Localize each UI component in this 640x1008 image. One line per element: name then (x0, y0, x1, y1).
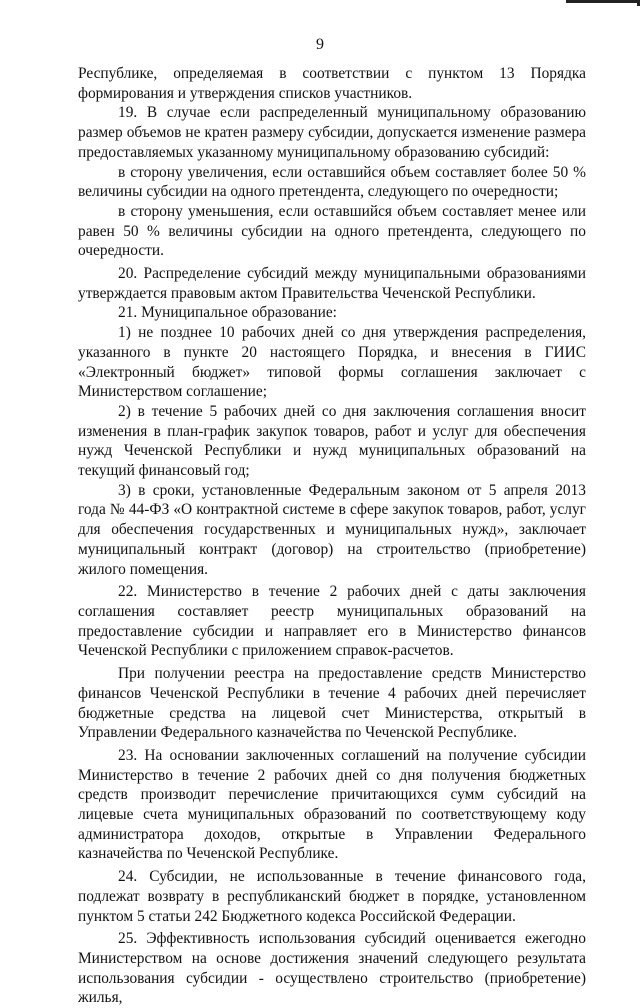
paragraph-21-item-3: 3) в сроки, установленные Федеральным законом от 5 апреля 2013 года № 44-ФЗ «О контрактной системе в сфере закупок товаров, работ, услуг для обеспечения государственных и муниципальных нужд», заключает муниципальный контракт (договор) на строительство (приобретение) жилого помещения. (78, 481, 586, 578)
paragraph-19: 19. В случае если распределенный муниципальному образованию размер объемов не кратен размеру субсидии, допускается изменение размера предоставляемых указанному муниципальному образованию субсидий: (78, 104, 586, 161)
document-body (78, 64, 586, 1008)
paragraph-19-decrease: в сторону уменьшения, если оставшийся объем составляет менее или равен 50 % величины субсидии на одного претендента, следующего по очередности. (78, 202, 586, 260)
paragraph-21-item-1: 1) не позднее 10 рабочих дней со дня утверждения распределения, указанного в пункте 20 настоящего Порядка, и внесения в ГИИС «Электронный бюджет» типовой формы соглашения заключает с Министерством соглашение; (78, 324, 586, 401)
paragraph-19-increase: в сторону увеличения, если оставшийся объем составляет более 50 % величины субсидии на одного претендента, следующего по очередности; (78, 163, 586, 201)
paragraph-continuation: Республике, определяемая в соответствии с пунктом 13 Порядка формирования и утверждения списков участников. (78, 65, 586, 102)
paragraph-23: 23. На основании заключенных соглашений на получение субсидии Министерство в течение 2 рабочих дней со дня получения бюджетных средств производит перечисление причитающихся сумм субсидий на лицевые счета муниципальных образований по соответствующему коду администратора доходов, открытые в Управлении Федерального казначейства по Чеченской Республике. (78, 746, 586, 863)
paragraph-20: 20. Распределение субсидий между муниципальными образованиями утверждается правовым актом Правительства Чеченской Республики. (78, 265, 586, 302)
paragraph-21-item-2: 2) в течение 5 рабочих дней со дня заключения соглашения вносит изменения в план-график закупок товаров, работ и услуг для обеспечения нужд Чеченской Республики и нужд муниципальных образований на текущий финансовый год; (78, 402, 586, 480)
paragraph-22-registry: При получении реестра на предоставление средств Министерство финансов Чеченской Республики в течение 4 рабочих дней перечисляет бюджетные средства на лицевой счет Министерства, открытый в Управлении Федерального казначейства по Чеченской Республике. (78, 665, 586, 742)
paragraph-21: 21. Муниципальное образование: (118, 304, 337, 322)
paragraph-25: 25. Эффективность использования субсидий оценивается ежегодно Министерством на основе достижения значений следующего результата использования субсидии - осуществлено строительство (приобретение) жилья, (78, 930, 586, 1007)
paragraph-24: 24. Субсидии, не использованные в течение финансового года, подлежат возврату в республиканский бюджет в порядке, установленном пунктом 5 статьи 242 Бюджетного кодекса Российской Федерации. (78, 868, 586, 925)
scan-corner-mark (566, 0, 640, 6)
paragraph-22: 22. Министерство в течение 2 рабочих дней с даты заключения соглашения составляет реестр муниципальных образований на предоставление субсидии и направляет его в Министерство финансов Чеченской Республики с приложением справок-расчетов. (78, 583, 586, 660)
page-number: 9 (316, 36, 324, 53)
